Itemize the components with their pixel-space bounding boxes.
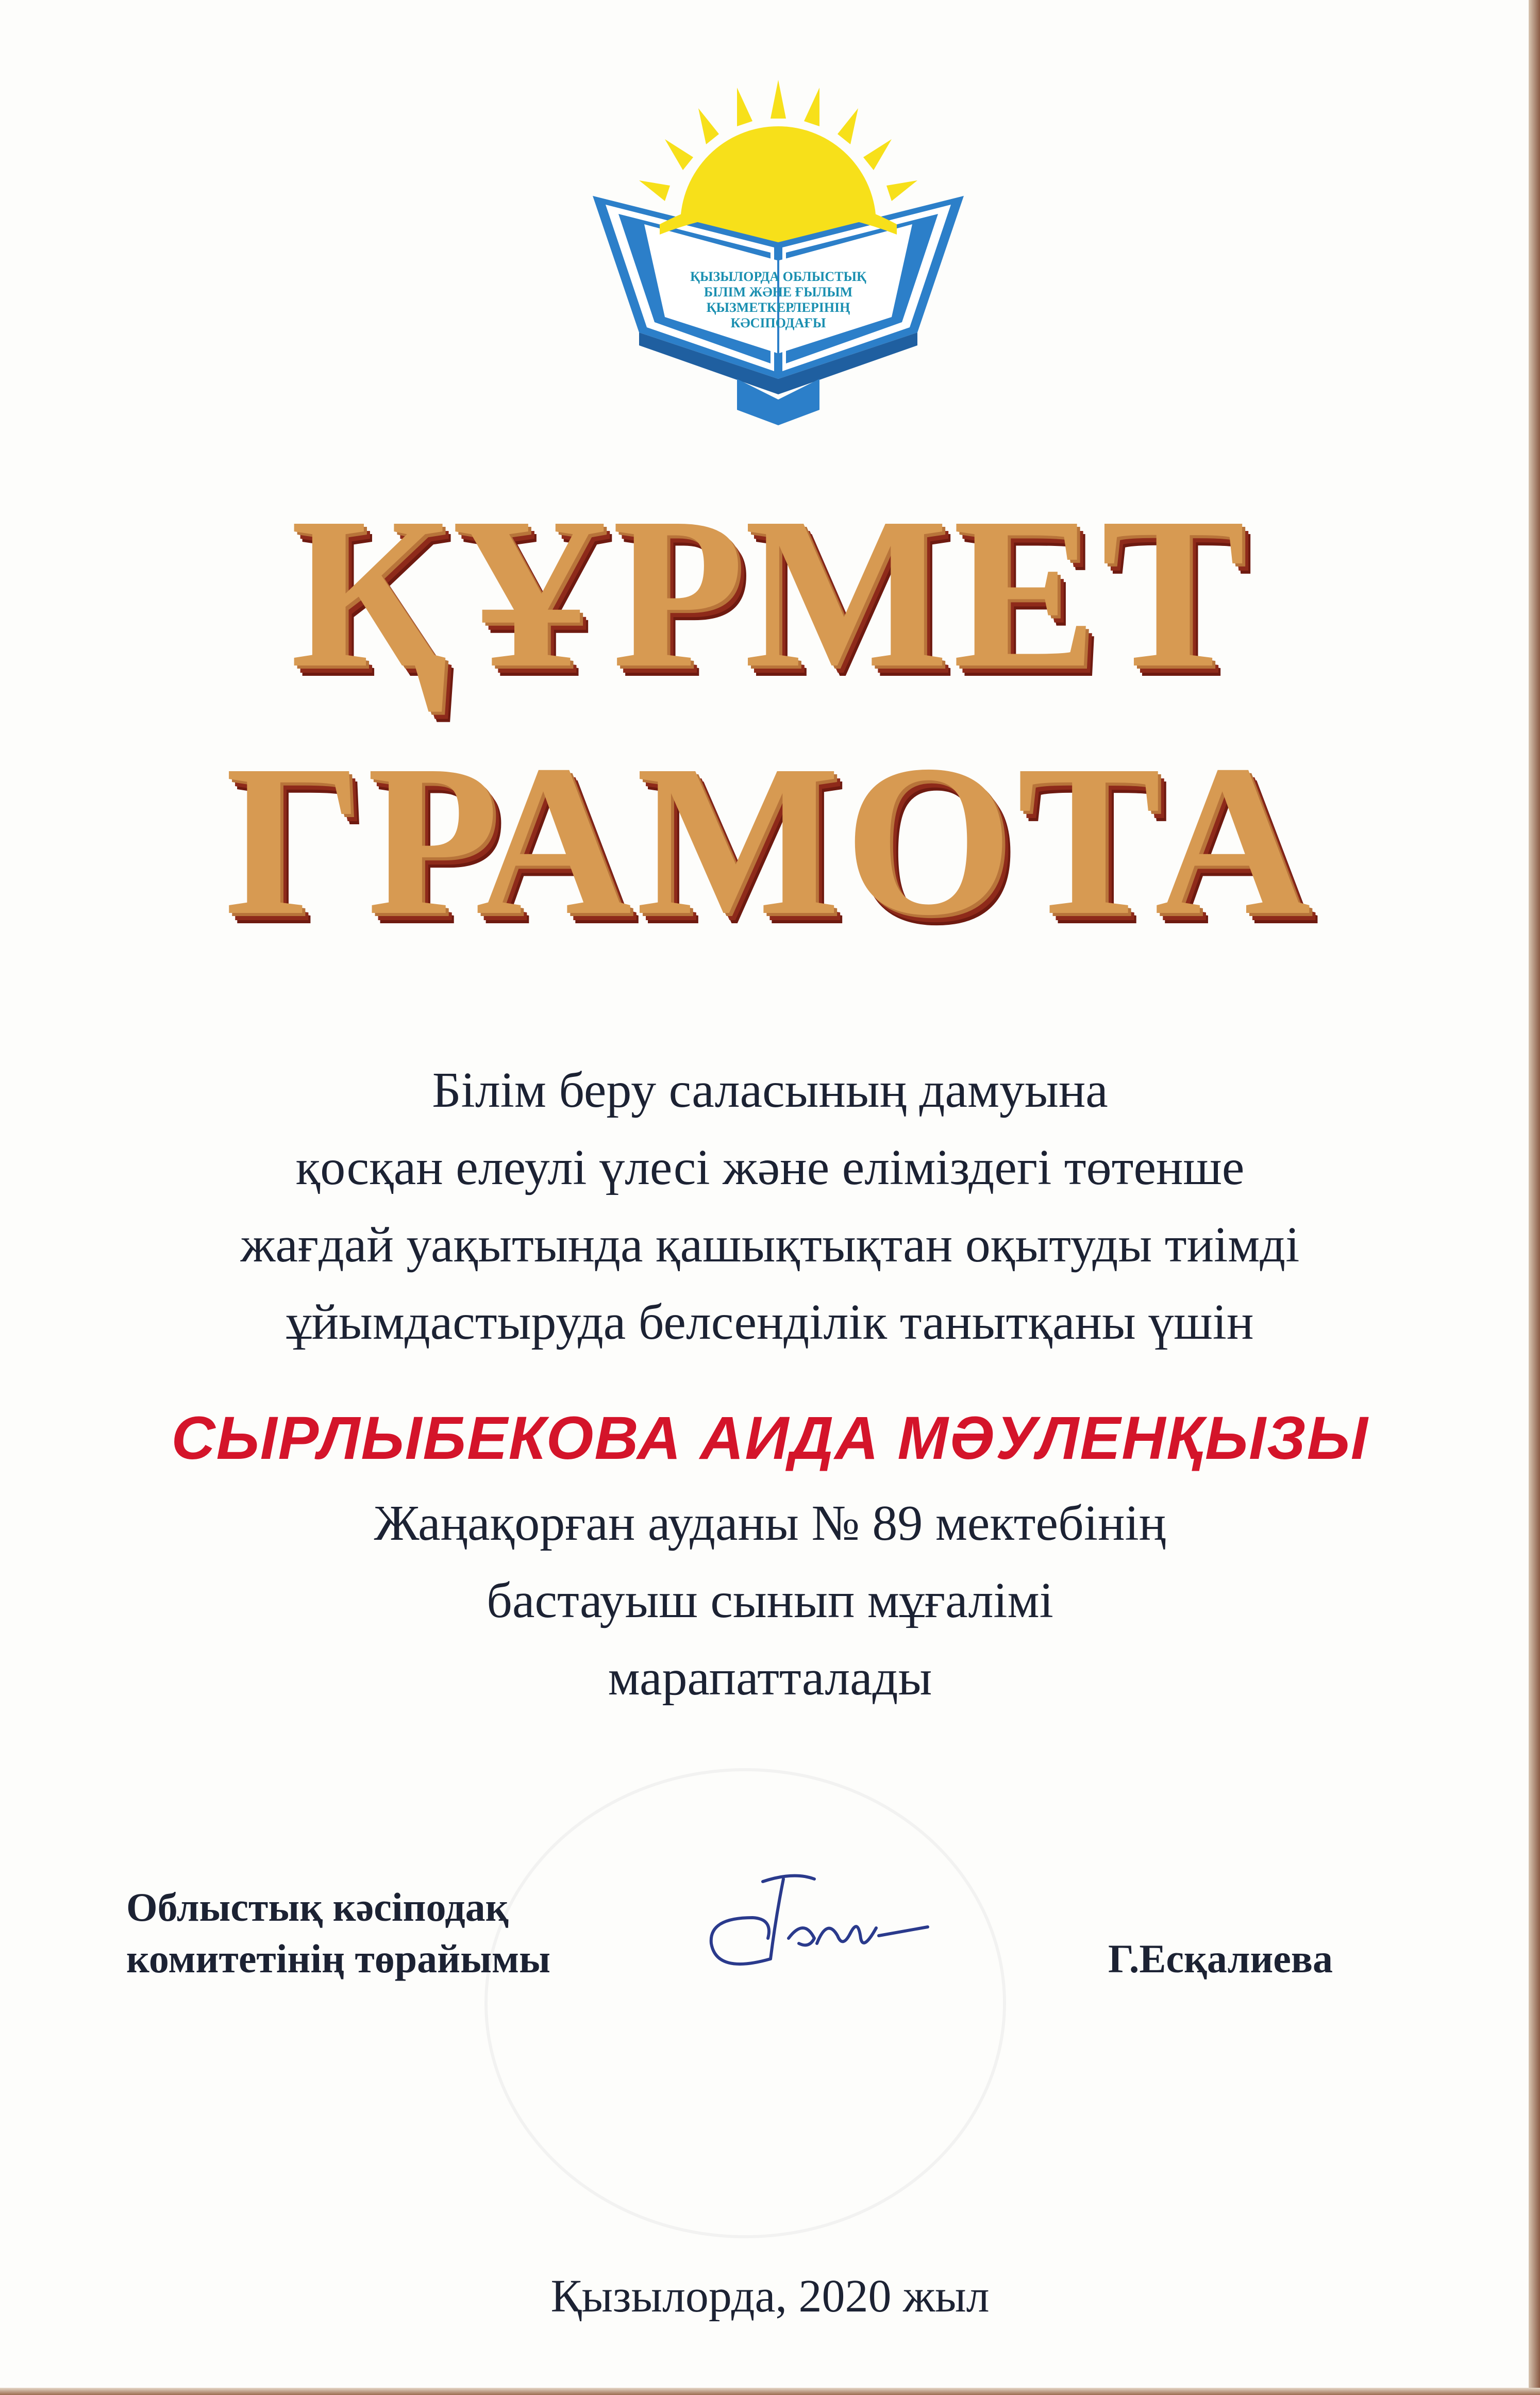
- place-and-year: Қызылорда, 2020 жыл: [550, 2271, 990, 2322]
- signatory-title-line: комитетінің төрайымы: [126, 1936, 551, 1981]
- title-line-1: ҚҰРМЕТ: [290, 473, 1250, 712]
- details-line: бастауыш сынып мұғалімі: [487, 1573, 1053, 1628]
- reason-line: ұйымдастыруда белсенділік танытқаны үшін: [286, 1294, 1254, 1350]
- signatory-title-line: Облыстық кәсіподақ: [126, 1885, 509, 1930]
- details-line: Жаңақорған ауданы № 89 мектебінің: [374, 1495, 1166, 1551]
- logo-org-line: ҚЫЗМЕТКЕРЛЕРІНІҢ: [706, 300, 850, 315]
- reason-line: қосқан елеулі үлесі және еліміздегі төтенше: [295, 1140, 1245, 1195]
- award-reason: [0, 1052, 1540, 1361]
- title-line-2: ГРАМОТА: [225, 720, 1315, 960]
- recipient-details: [0, 1485, 1540, 1717]
- handwritten-signature: [685, 1861, 953, 1990]
- page-edge-bottom: [0, 2388, 1540, 2395]
- logo-org-line: ҚЫЗЫЛОРДА ОБЛЫСТЫҚ: [690, 269, 866, 284]
- faded-stamp: [484, 1768, 1006, 2238]
- recipient-name: СЫРЛЫБЕКОВА АИДА МӘУЛЕНҚЫЗЫ: [171, 1404, 1369, 1472]
- details-line: марапатталады: [608, 1650, 932, 1706]
- logo-org-line: КӘСІПОДАҒЫ: [730, 315, 826, 330]
- logo-org-line: БІЛІМ ЖӘНЕ ҒЫЛЫМ: [704, 285, 853, 300]
- reason-line: жағдай уақытында қашықтықтан оқытуды тиімді: [240, 1217, 1300, 1273]
- union-logo: [582, 70, 974, 430]
- signer-name: Г.Есқалиева: [1108, 1936, 1333, 1981]
- reason-line: Білім беру саласының дамуына: [432, 1062, 1108, 1118]
- signatory-title: [126, 1882, 550, 1985]
